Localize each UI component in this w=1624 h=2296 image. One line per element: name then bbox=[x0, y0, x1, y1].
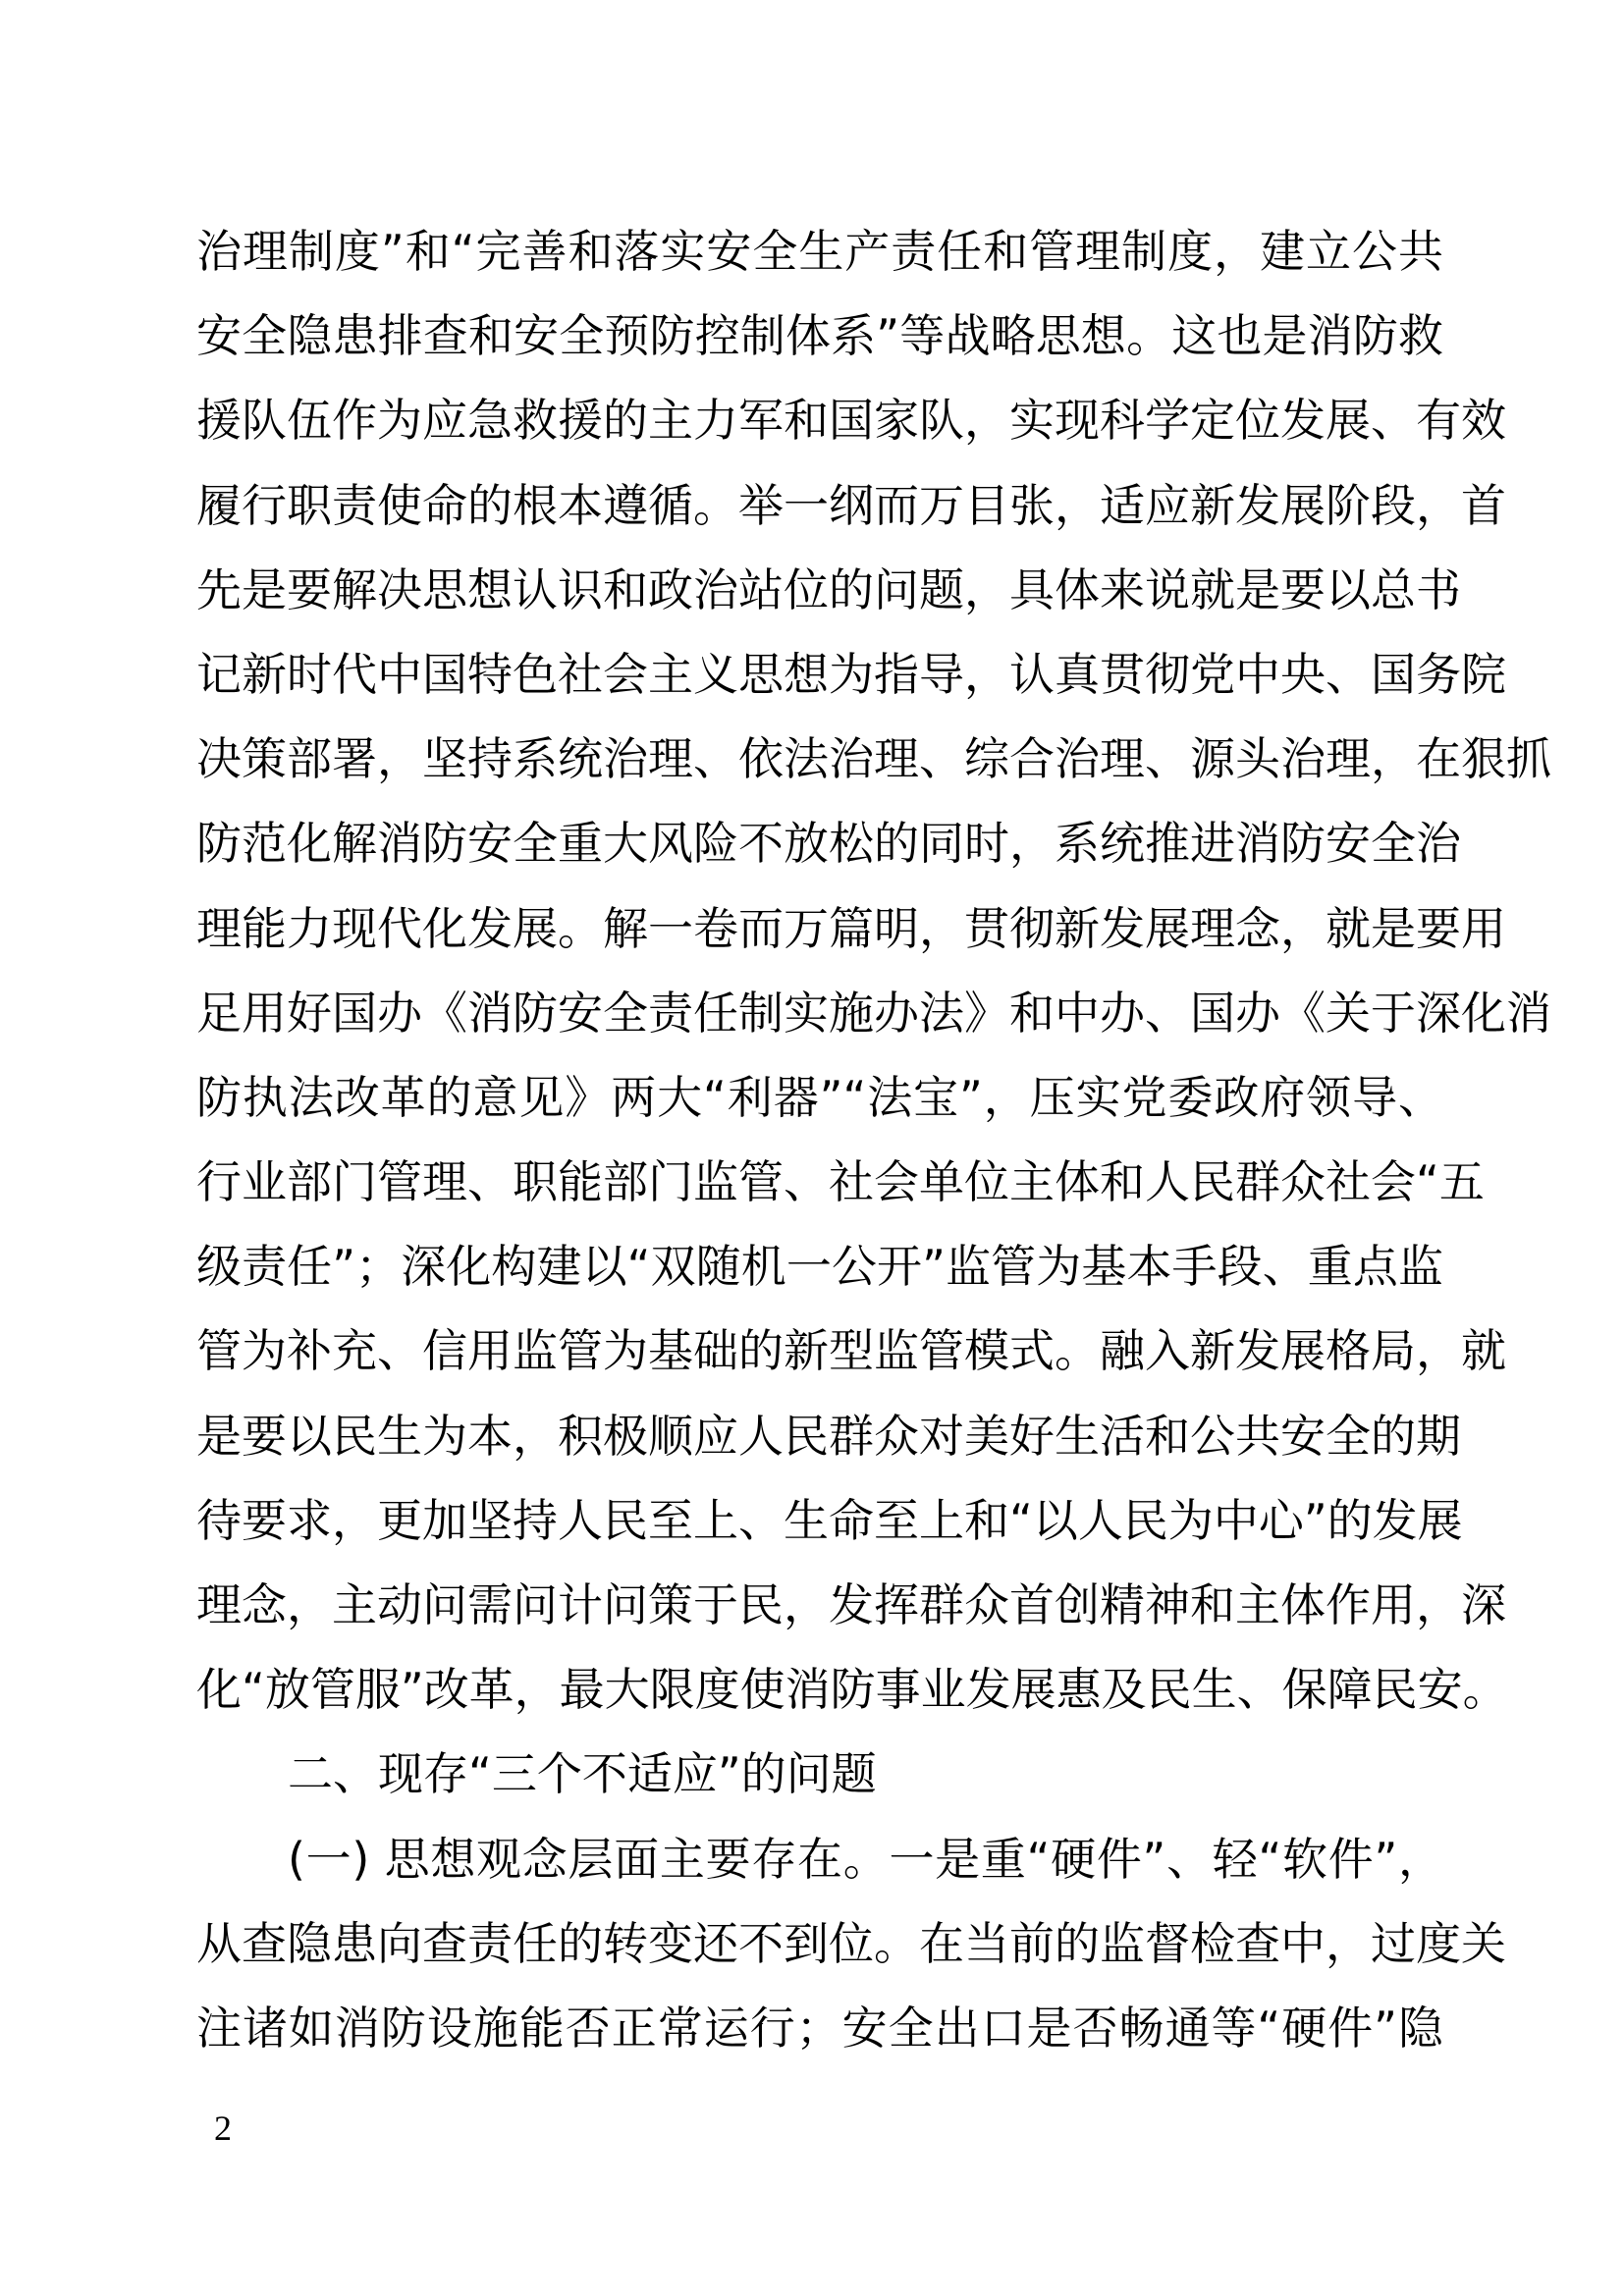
document-body bbox=[196, 209, 1551, 2070]
text-line: 治理制度”和“完善和落实安全生产责任和管理制度，建立公共 bbox=[196, 225, 1443, 278]
text-line: 理能力现代化发展。解一卷而万篇明，贯彻新发展理念，就是要用 bbox=[196, 901, 1506, 955]
text-line: 履行职责使命的根本遵循。举一纲而万目张，适应新发展阶段，首 bbox=[196, 478, 1506, 532]
text-line: 是要以民生为本，积极顺应人民群众对美好生活和公共安全的期 bbox=[196, 1409, 1461, 1463]
text-line: 防范化解消防安全重大风险不放松的同时，系统推进消防安全治 bbox=[196, 817, 1461, 871]
text-line: 记新时代中国特色社会主义思想为指导，认真贯彻党中央、国务院 bbox=[196, 647, 1506, 701]
text-line: 足用好国办《消防安全责任制实施办法》和中办、国办《关于深化消 bbox=[196, 986, 1551, 1040]
text-line: 待要求，更加坚持人民至上、生命至上和“以人民为中心”的发展 bbox=[196, 1493, 1463, 1547]
text-line: 从查隐患向查责任的转变还不到位。在当前的监督检查中，过度关 bbox=[196, 1916, 1506, 1970]
text-line: 化“放管服”改革，最大限度使消防事业发展惠及民生、保障民安。 bbox=[196, 1663, 1508, 1717]
text-line: 援队伍作为应急救援的主力军和国家队，实现科学定位发展、有效 bbox=[196, 394, 1506, 448]
text-line: 决策部署，坚持系统治理、依法治理、综合治理、源头治理，在狠抓 bbox=[196, 732, 1551, 786]
section-heading: 二、现存“三个不适应”的问题 bbox=[288, 1747, 877, 1801]
text-line: 注诸如消防设施能否正常运行；安全出口是否畅通等“硬件”隐 bbox=[196, 2001, 1443, 2055]
text-line: 行业部门管理、职能部门监管、社会单位主体和人民群众社会“五 bbox=[196, 1155, 1485, 1209]
text-line: 防执法改革的意见》两大“利器”“法宝”，压实党委政府领导、 bbox=[196, 1070, 1443, 1124]
text-line: 级责任”；深化构建以“双随机一公开”监管为基本手段、重点监 bbox=[196, 1240, 1443, 1294]
text-line: 先是要解决思想认识和政治站位的问题，具体来说就是要以总书 bbox=[196, 562, 1461, 616]
text-line: (一) 思想观念层面主要存在。一是重“硬件”、轻“软件”， bbox=[288, 1832, 1443, 1886]
text-line: 理念，主动问需问计问策于民，发挥群众首创精神和主体作用，深 bbox=[196, 1578, 1506, 1631]
text-line: 安全隐患排查和安全预防控制体系”等战略思想。这也是消防救 bbox=[196, 309, 1443, 363]
page-number: 2 bbox=[214, 2109, 232, 2148]
text-line: 管为补充、信用监管为基础的新型监管模式。融入新发展格局，就 bbox=[196, 1324, 1506, 1378]
